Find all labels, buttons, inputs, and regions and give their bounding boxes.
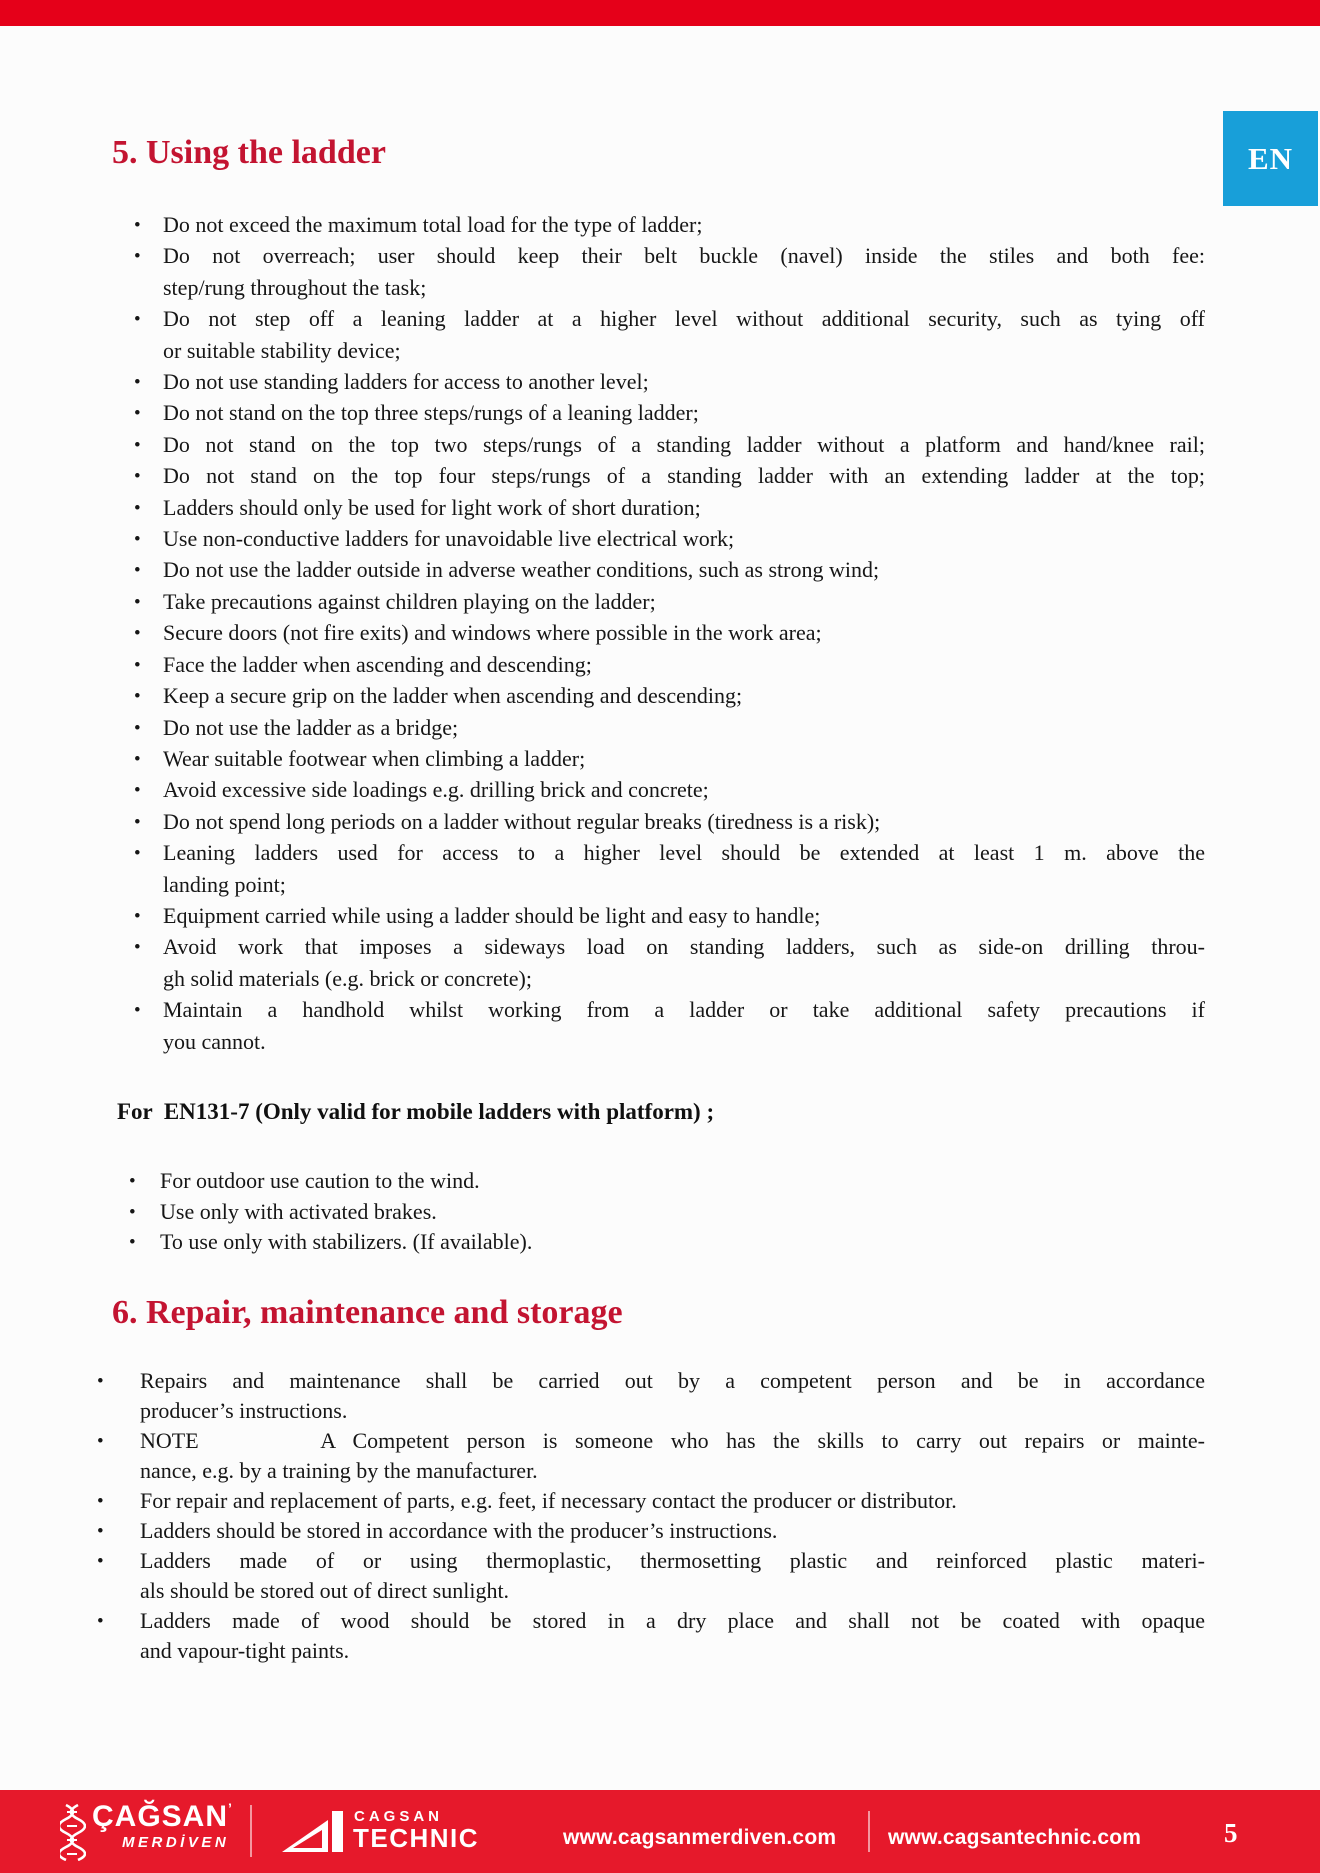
text-line: Repairs and maintenance shall be carried out by a competent person and be in accordance [140,1368,1205,1393]
text-line: you cannot. [163,1028,266,1054]
text-line: step/rung throughout the task; [163,274,427,300]
bullet-icon: • [134,1000,141,1022]
text-line: landing point; [163,871,286,897]
bullet-icon: • [134,748,141,770]
list-item [95,1606,1205,1666]
text-line: Avoid work that imposes a sideways load on standing ladders, such as side-on drilling throu- [163,934,1205,960]
list-item [132,837,1205,900]
brand-logo-cagsan-merdiven [92,1800,233,1834]
en131-7-bullet-list [127,1166,1205,1258]
list-item [132,900,1205,931]
text-line: Do not stand on the top four steps/rungs of a standing ladder with an extending ladder at the top; [163,463,1205,489]
text-line: Do not use the ladder as a bridge; [163,714,459,740]
text-line: NOTE A Competent person is someone who has the skills to carry out repairs or mainte- [140,1428,1205,1453]
bullet-icon: • [134,780,141,802]
bullet-icon: • [134,654,141,676]
page-number: 5 [1224,1818,1238,1848]
list-item [132,680,1205,711]
brand-subtitle-merdiven: MERDİVEN [122,1834,230,1851]
text-line: Ladders made of wood should be stored in a dry place and shall not be coated with opaque [140,1608,1205,1633]
text-line: Use non-conductive ladders for unavoidable live electrical work; [163,526,735,552]
text-line: Equipment carried while using a ladder should be light and easy to handle; [163,902,821,928]
bullet-icon: • [97,1611,104,1632]
list-item [127,1197,1205,1228]
bullet-icon: • [134,529,141,551]
list-item [132,617,1205,648]
text-line: Ladders made of or using thermoplastic, thermosetting plastic and reinforced plastic materi- [140,1548,1205,1573]
list-item [95,1546,1205,1606]
text-line: Do not use the ladder outside in adverse weather conditions, such as strong wind; [163,557,880,583]
section-heading-en131-7: For EN131-7 (Only valid for mobile ladders with platform) ; [117,1099,715,1124]
list-item [132,366,1205,397]
text-line: Leaning ladders used for access to a higher level should be extended at least 1 m. above the [163,840,1205,866]
website-link-cagsantechnic[interactable]: www.cagsantechnic.com [888,1826,1142,1849]
bullet-icon: • [134,372,141,394]
text-line: Ladders should only be used for light work of short duration; [163,494,701,520]
bullet-icon: • [134,686,141,708]
list-item [132,743,1205,774]
bullet-icon: • [129,1232,136,1253]
text-line: Ladders should be stored in accordance with the producer’s instructions. [140,1518,778,1543]
bullet-icon: • [134,497,141,519]
text-line: Do not stand on the top three steps/rungs of a leaning ladder; [163,400,699,426]
text-line: Maintain a handhold whilst working from a ladder or take additional safety precautions if [163,997,1205,1023]
bullet-icon: • [97,1491,104,1512]
bullet-icon: • [97,1371,104,1392]
list-item [132,492,1205,523]
footer-divider [868,1811,870,1852]
list-item [132,303,1205,366]
text-line: Avoid excessive side loadings e.g. drilling brick and concrete; [163,777,709,803]
text-line: Do not stand on the top two steps/rungs of a standing ladder without a platform and hand/knee rail; [163,431,1205,457]
text-line: or suitable stability device; [163,337,401,363]
text-line: producer’s instructions. [140,1398,348,1423]
list-item [132,460,1205,491]
text-line: als should be stored out of direct sunlight. [140,1578,510,1603]
bullet-icon: • [134,811,141,833]
bullet-icon: • [134,937,141,959]
list-item [132,806,1205,837]
website-link-cagsanmerdiven[interactable]: www.cagsanmerdiven.com [563,1826,837,1849]
bullet-icon: • [134,466,141,488]
bullet-icon: • [134,403,141,425]
text-line: Keep a secure grip on the ladder when ascending and descending; [163,683,743,709]
text-line: Do not step off a leaning ladder at a higher level without additional security, such as tying off [163,306,1205,332]
bullet-icon: • [129,1201,136,1223]
bullet-icon: • [134,560,141,582]
section-heading-using-the-ladder: 5. Using the ladder [112,134,386,171]
list-item [132,523,1205,554]
language-tab-en[interactable] [1223,111,1318,206]
bullet-icon: • [97,1551,104,1572]
list-item [132,429,1205,460]
repair-maintenance-bullet-list [95,1366,1205,1666]
bullet-icon: • [134,591,141,613]
footer-bar [0,1790,1320,1873]
list-item [132,994,1205,1057]
list-item [132,586,1205,617]
list-item [127,1166,1205,1197]
using-the-ladder-bullet-list [132,209,1205,1057]
bullet-icon: • [134,215,141,236]
text-line: Do not overreach; user should keep their belt buckle (navel) inside the stiles and both fee: [163,243,1205,269]
text-line: Wear suitable footwear when climbing a ladder; [163,745,586,771]
text-line: gh solid materials (e.g. brick or concrete); [163,965,532,991]
list-item [95,1426,1205,1486]
brand-name-text: ÇAĞSAN [92,1800,229,1833]
list-item [132,931,1205,994]
list-item [132,774,1205,805]
technic-logo-top-text: CAGSAN [354,1808,444,1825]
list-item [95,1366,1205,1426]
bullet-icon: • [134,246,141,268]
technic-logo-bottom-text: TECHNIC [353,1823,480,1853]
text-line: Do not spend long periods on a ladder without regular breaks (tiredness is a risk); [163,808,881,834]
bullet-icon: • [97,1521,104,1542]
text-line: Use only with activated brakes. [160,1198,437,1224]
text-line: Take precautions against children playing on the ladder; [163,588,656,614]
list-item [132,209,1205,240]
list-item [132,397,1205,428]
text-line: Secure doors (not fire exits) and windows where possible in the work area; [163,620,822,646]
text-line: For outdoor use caution to the wind. [160,1168,480,1193]
list-item [127,1227,1205,1258]
bullet-icon: • [129,1171,136,1192]
text-line: Do not use standing ladders for access to another level; [163,369,649,395]
list-item [132,649,1205,680]
brand-trademark-mark: ’ [228,1800,233,1816]
bullet-icon: • [134,434,141,456]
footer-divider [250,1805,252,1857]
text-line: For repair and replacement of parts, e.g. feet, if necessary contact the producer or distributor. [140,1488,957,1513]
text-line: nance, e.g. by a training by the manufacturer. [140,1458,538,1483]
text-line: To use only with stabilizers. (If available). [160,1229,533,1254]
cagsan-technic-logo-icon [282,1811,344,1853]
list-item [132,712,1205,743]
language-tab-label: EN [1247,140,1294,176]
bullet-icon: • [97,1431,104,1452]
list-item [95,1516,1205,1546]
list-item [132,554,1205,585]
text-line: and vapour-tight paints. [140,1638,350,1663]
list-item [132,240,1205,303]
list-item [95,1486,1205,1516]
top-red-bar [0,0,1320,26]
section-heading-repair-maintenance-storage: 6. Repair, maintenance and storage [112,1294,623,1331]
bullet-icon: • [134,905,141,927]
bullet-icon: • [134,309,141,331]
text-line: Do not exceed the maximum total load for the type of ladder; [163,212,703,237]
text-line: Face the ladder when ascending and descending; [163,651,592,677]
bullet-icon: • [134,623,141,645]
bullet-icon: • [134,843,141,865]
bullet-icon: • [134,717,141,739]
dna-helix-icon [60,1803,86,1861]
